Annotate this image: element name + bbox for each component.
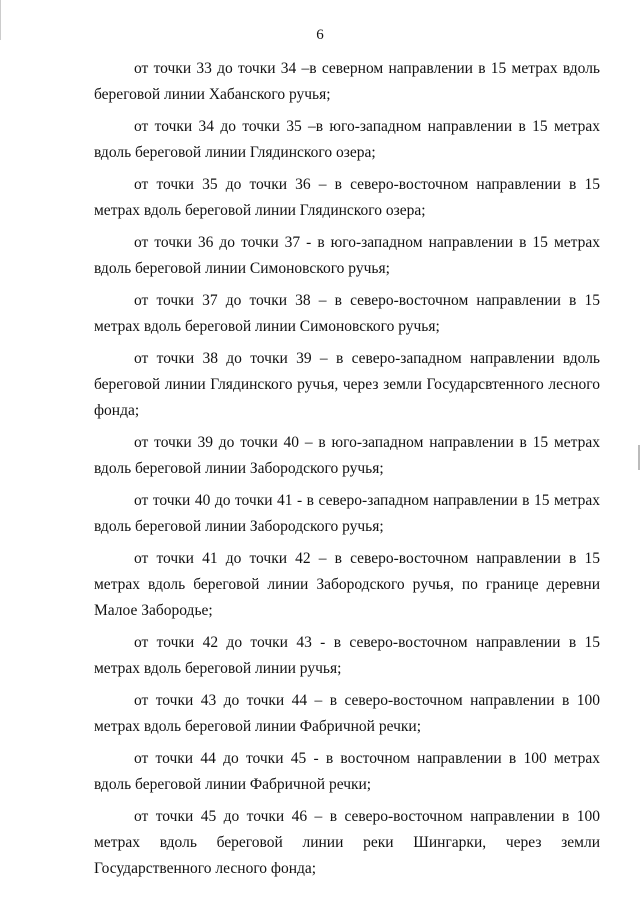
paragraph-42-43: от точки 42 до точки 43 - в северо-восточном направлении в 15 метрах вдоль береговой линии ручья;	[94, 634, 600, 677]
paragraph-44-45: от точки 44 до точки 45 - в восточном направлении в 100 метрах вдоль береговой линии Фабричной речки;	[94, 750, 600, 793]
paragraph-41-42: от точки 41 до точки 42 – в северо-восточном направлении в 15 метрах вдоль береговой линии Забородского ручья, по границе деревни Малое Забородье;	[94, 550, 600, 619]
paragraph-39-40: от точки 39 до точки 40 – в юго-западном направлении в 15 метрах вдоль береговой линии Забородского ручья;	[94, 434, 600, 477]
paragraph-33-34: от точки 33 до точки 34 –в северном направлении в 15 метрах вдоль береговой линии Хабанского ручья;	[94, 60, 600, 103]
paragraph-37-38: от точки 37 до точки 38 – в северо-восточном направлении в 15 метрах вдоль береговой линии Симоновского ручья;	[94, 292, 600, 335]
paragraph-43-44: от точки 43 до точки 44 – в северо-восточном направлении в 100 метрах вдоль береговой линии Фабричной речки;	[94, 692, 600, 735]
paragraph-34-35: от точки 34 до точки 35 –в юго-западном направлении в 15 метрах вдоль береговой линии Глядинского озера;	[94, 118, 600, 161]
paragraph-45-46: от точки 45 до точки 46 – в северо-восточном направлении в 100 метрах вдоль береговой линии реки Шингарки, через земли Государственного лесного фонда;	[94, 808, 600, 877]
paragraph-40-41: от точки 40 до точки 41 - в северо-западном направлении в 15 метрах вдоль береговой линии Забородского ручья;	[94, 492, 600, 535]
paragraph-36-37: от точки 36 до точки 37 - в юго-западном направлении в 15 метрах вдоль береговой линии Симоновского ручья;	[94, 234, 600, 277]
document-body	[94, 56, 600, 888]
page-number: 6	[316, 27, 324, 43]
paragraph-38-39: от точки 38 до точки 39 – в северо-западном направлении вдоль береговой линии Глядинского ручья, через земли Государсвтенного лесного фонда;	[94, 350, 600, 419]
paragraph-35-36: от точки 35 до точки 36 – в северо-восточном направлении в 15 метрах вдоль береговой линии Глядинского озера;	[94, 176, 600, 219]
